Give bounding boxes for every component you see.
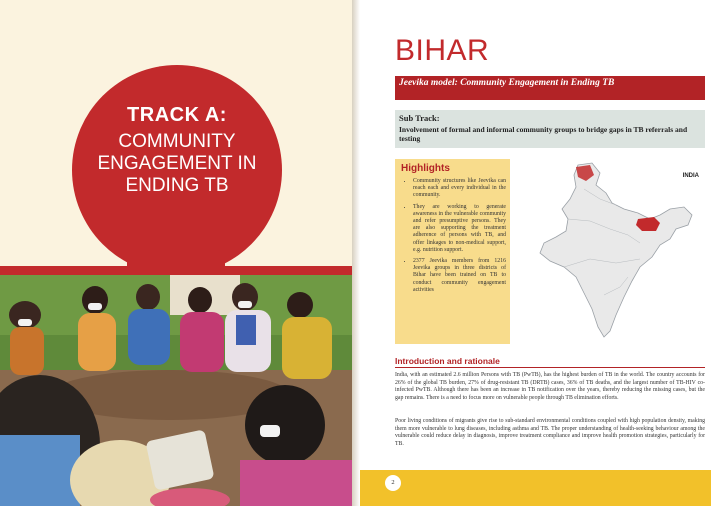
highlights-heading: Highlights	[401, 163, 450, 174]
model-title-bar: Jeevika model: Community Engagement in Ending TB	[395, 76, 705, 100]
track-title: TRACK A:	[127, 104, 227, 126]
highlights-box	[395, 159, 510, 344]
highlight-item: • 2377 Jeevika members from 1216 Jeevika groups in three districts of Bihar have been trained on TB to conduct community engagement activities	[413, 258, 506, 294]
subtrack-text: Involvement of formal and informal community groups to bridge gaps in TB referrals and testing	[399, 125, 688, 143]
intro-paragraph: India, with an estimated 2.6 million Persons with TB (PwTB), has the highest burden of TB in the world. The country accounts for 26% of the global TB burden, 27% of drug-resistant TB (DRTB) cases, 36% of TB deaths, and the largest number of TB-HIV co-infected PwTB. Although there has been an increase in TB notification over the years, thereby reducing the missing cases, but the gap remains. There is a need to focus more on vulnerable people through TB elimination efforts.	[395, 372, 705, 401]
intro-rule	[395, 367, 705, 368]
highlight-item: • Community structures like Jeevika can reach each and every individual in the community.	[413, 178, 506, 200]
highlights-list	[401, 178, 506, 294]
subtrack-label: Sub Track:	[399, 113, 440, 123]
track-subtitle: COMMUNITY ENGAGEMENT IN ENDING TB	[97, 131, 257, 196]
state-title: BIHAR	[395, 34, 490, 67]
left-page	[0, 0, 352, 506]
subtrack-box	[395, 110, 705, 148]
india-map	[520, 159, 705, 344]
map-country-label: INDIA	[682, 173, 699, 179]
intro-paragraph: Poor living conditions of migrants give rise to sub-standard environmental conditions coupled with high population density, making them more vulnerable to lung diseases, including asthma and TB. The proper understanding of health-seeking behaviour among the vulnerable could reduce delay in diagnosis, improve treatment compliance and improve health promotion strategies, particularly for TB.	[395, 418, 705, 447]
right-page	[360, 0, 711, 506]
community-meeting-photo	[0, 275, 352, 506]
india-map-shape	[520, 159, 705, 344]
page-number: 2	[385, 475, 401, 491]
highlight-item: • They are working to generate awareness in the vulnerable community and refer presumptive persons. They are also supporting the treatment adherence of persons with TB, and offer linkages to non-medical support, e.g. nutrition support.	[413, 204, 506, 254]
page-gutter	[352, 0, 360, 506]
red-divider-bar	[0, 266, 352, 275]
intro-heading: Introduction and rationale	[395, 356, 500, 366]
page-footer-bar	[360, 470, 711, 506]
